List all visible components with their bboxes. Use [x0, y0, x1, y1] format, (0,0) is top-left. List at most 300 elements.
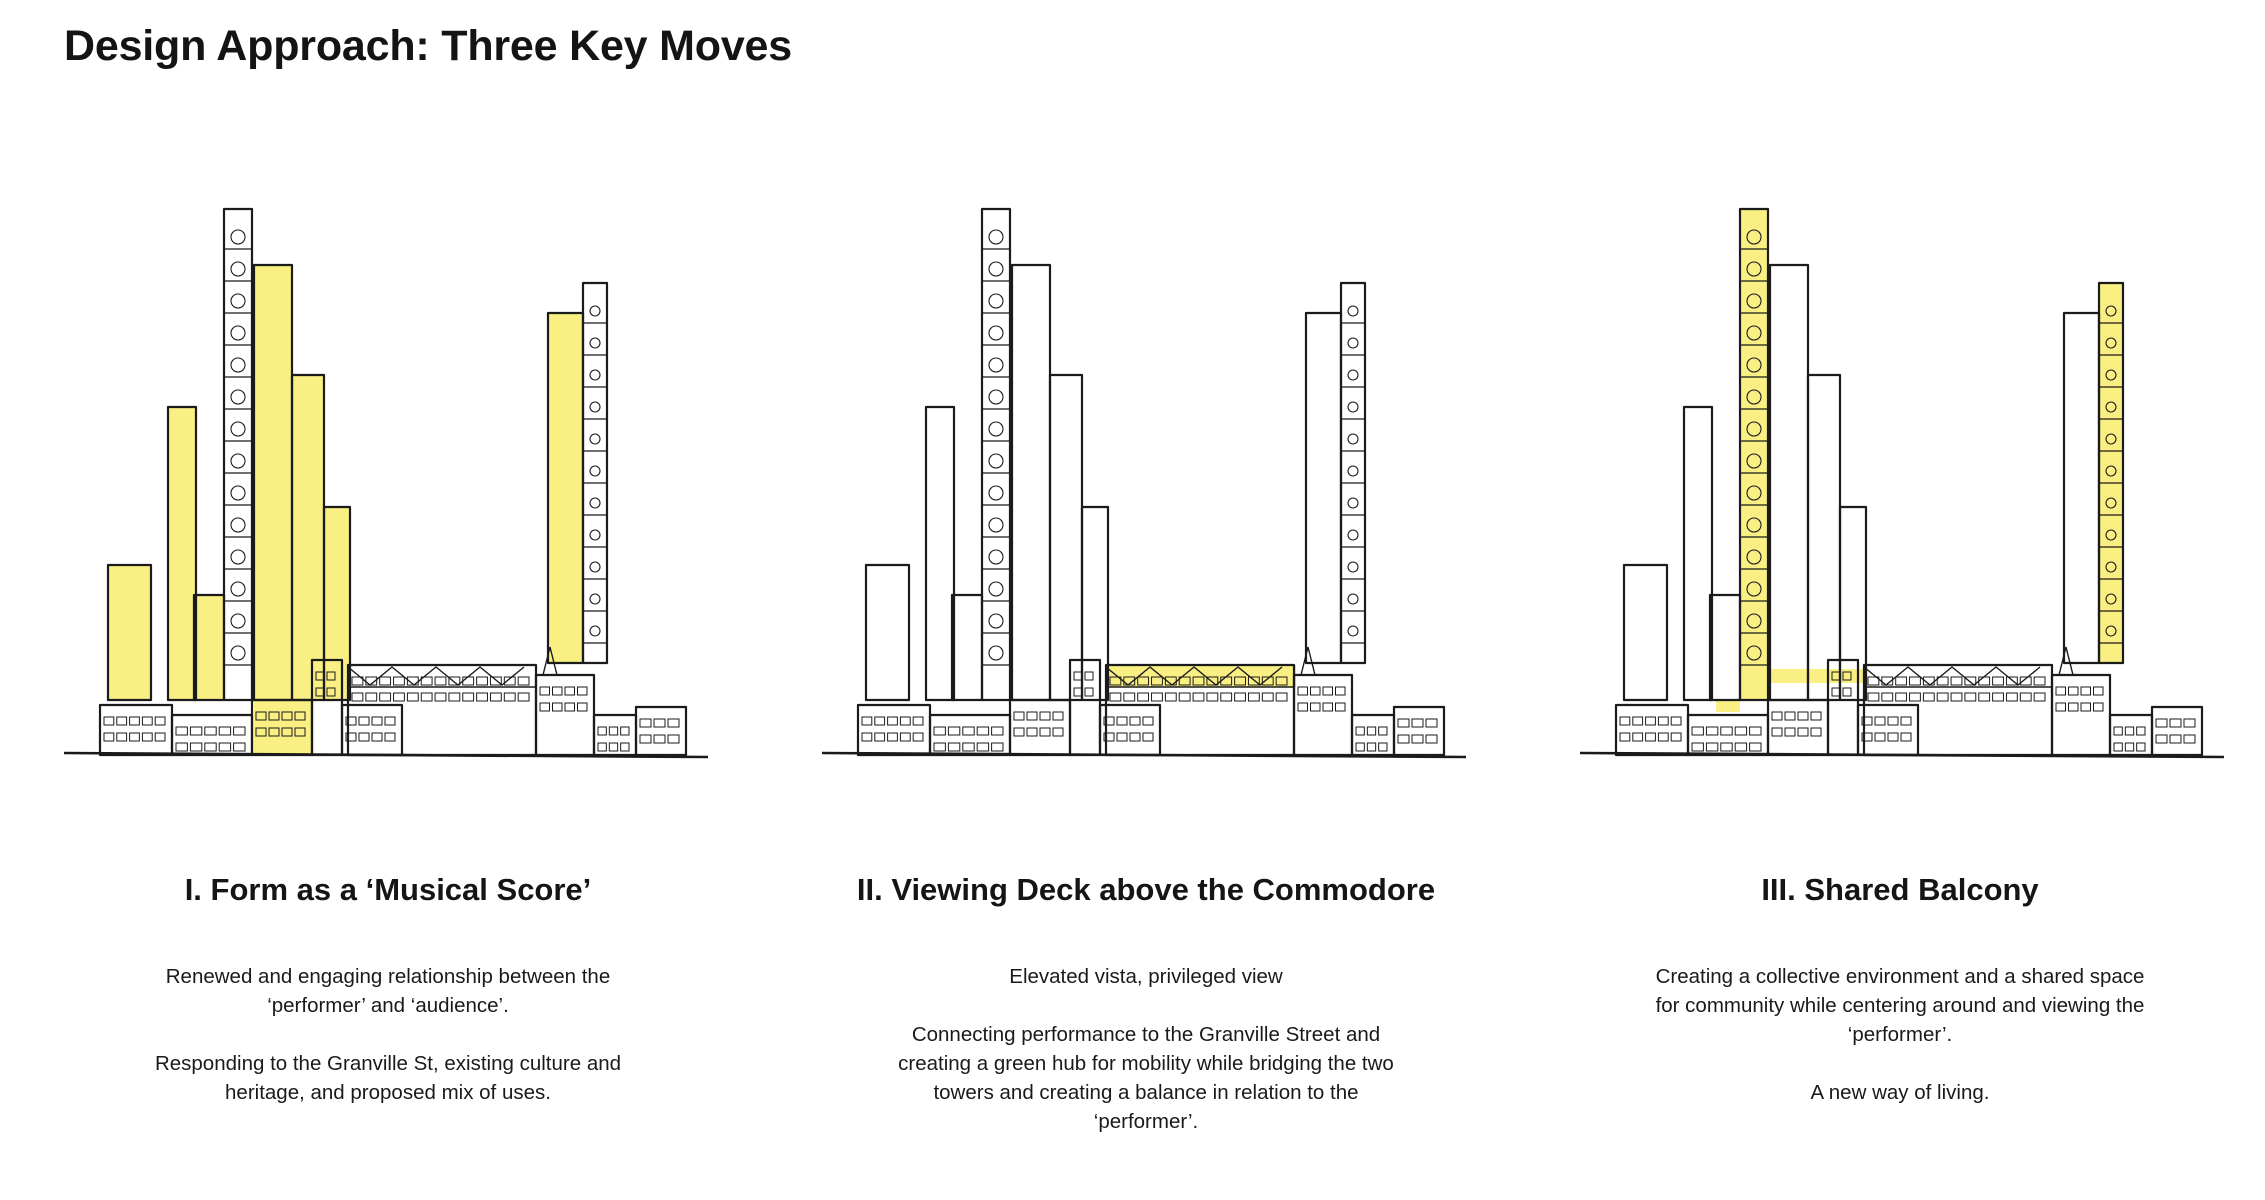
window [1143, 717, 1153, 725]
window [2156, 735, 2167, 743]
window [992, 727, 1003, 735]
window [1993, 677, 2004, 685]
window [654, 735, 665, 743]
window [2056, 703, 2066, 711]
window [1735, 743, 1746, 751]
window [2137, 743, 2145, 751]
tree-canopy [989, 230, 1003, 244]
move-2-paragraph: Connecting performance to the Granville Street and creating a green hub for mobility while bridging the two towers and creating a balance in relation to the ‘performer’. [898, 1023, 1394, 1133]
tower-slab [1710, 595, 1740, 700]
window [1692, 727, 1703, 735]
window [1901, 717, 1911, 725]
window [1412, 735, 1423, 743]
window [205, 743, 216, 751]
window [205, 727, 216, 735]
window [518, 677, 529, 685]
window [977, 743, 988, 751]
window [435, 677, 446, 685]
window [1910, 677, 1921, 685]
tree-canopy [989, 422, 1003, 436]
window [1040, 728, 1050, 736]
move-3-paragraph: A new way of living. [1810, 1081, 1990, 1104]
window [1951, 677, 1962, 685]
window [963, 743, 974, 751]
window [1633, 733, 1643, 741]
tree-canopy [1348, 498, 1358, 508]
tree-canopy [231, 262, 245, 276]
window [553, 687, 563, 695]
window [2170, 735, 2181, 743]
window [1785, 728, 1795, 736]
tree-canopy [590, 306, 600, 316]
window [1323, 687, 1333, 695]
podium-building [1394, 707, 1444, 755]
window [1671, 717, 1681, 725]
window [372, 733, 382, 741]
tree-canopy [590, 562, 600, 572]
move-1-paragraph: Renewed and engaging relationship between the ‘performer’ and ‘audience’. [165, 965, 611, 1017]
highlight-fill [194, 595, 224, 700]
window [1750, 743, 1761, 751]
window [1620, 717, 1630, 725]
window [421, 693, 432, 701]
window [1882, 693, 1893, 701]
window [463, 677, 474, 685]
window [477, 677, 488, 685]
move-2-description [896, 962, 1396, 1136]
window [640, 735, 651, 743]
window [1143, 733, 1153, 741]
window [359, 733, 369, 741]
tree-canopy [1348, 562, 1358, 572]
elevation-sketch-move-1 [60, 195, 720, 795]
window [1207, 693, 1218, 701]
window [668, 735, 679, 743]
window [1721, 743, 1732, 751]
window [2081, 687, 2091, 695]
window [1979, 693, 1990, 701]
window [130, 717, 140, 725]
window [1750, 727, 1761, 735]
window [2184, 735, 2195, 743]
window [117, 733, 127, 741]
window [1426, 719, 1437, 727]
window [1798, 728, 1808, 736]
window [2069, 703, 2079, 711]
window [888, 733, 898, 741]
window [2114, 727, 2122, 735]
window [155, 733, 165, 741]
window [380, 677, 391, 685]
window [1735, 727, 1746, 735]
window [1620, 733, 1630, 741]
spire [2059, 647, 2073, 675]
tree-canopy [231, 358, 245, 372]
window [1832, 688, 1840, 696]
window [385, 717, 395, 725]
window [1910, 693, 1921, 701]
window [155, 717, 165, 725]
window [1336, 687, 1346, 695]
window [875, 717, 885, 725]
window [366, 693, 377, 701]
window [1412, 719, 1423, 727]
tower-slab [1770, 265, 1808, 700]
highlight-fill [324, 507, 350, 700]
deck-truss [348, 667, 524, 685]
window [1124, 693, 1135, 701]
window [1311, 703, 1321, 711]
window [1785, 712, 1795, 720]
window [1646, 717, 1656, 725]
tower-slab [1306, 313, 1341, 663]
window [668, 719, 679, 727]
window [504, 693, 515, 701]
tree-canopy [231, 646, 245, 660]
tree-canopy [590, 530, 600, 540]
window [1896, 693, 1907, 701]
window [1706, 743, 1717, 751]
window [1027, 728, 1037, 736]
window [2020, 693, 2031, 701]
window [654, 719, 665, 727]
window [2170, 719, 2181, 727]
tree-canopy [231, 518, 245, 532]
window [1053, 728, 1063, 736]
window [219, 727, 230, 735]
tree-canopy [989, 614, 1003, 628]
window [540, 703, 550, 711]
window [352, 693, 363, 701]
move-3-description [1650, 962, 2150, 1107]
tree-canopy [989, 454, 1003, 468]
window [540, 687, 550, 695]
tower-slab [1012, 265, 1050, 700]
window [1074, 688, 1082, 696]
window [490, 693, 501, 701]
tree-canopy [989, 518, 1003, 532]
window [992, 743, 1003, 751]
podium-building [342, 705, 402, 755]
window [2034, 677, 2045, 685]
tree-canopy [989, 550, 1003, 564]
window [565, 687, 575, 695]
podium-building [858, 705, 930, 755]
tree-canopy [989, 358, 1003, 372]
highlight-fill [2099, 283, 2123, 663]
tree-canopy [590, 338, 600, 348]
window [1811, 728, 1821, 736]
window [359, 717, 369, 725]
window [1117, 733, 1127, 741]
window [117, 717, 127, 725]
tower-slab [2064, 313, 2099, 663]
highlight-fill [108, 565, 151, 700]
window [463, 693, 474, 701]
tower-slab [1808, 375, 1840, 700]
window [1398, 735, 1409, 743]
tree-canopy [231, 614, 245, 628]
window [1646, 733, 1656, 741]
window [1379, 727, 1387, 735]
window [875, 733, 885, 741]
tree-canopy [590, 466, 600, 476]
balcony-tower [1341, 283, 1365, 663]
window [234, 727, 245, 735]
window [234, 743, 245, 751]
window [1721, 727, 1732, 735]
window [553, 703, 563, 711]
window [1117, 717, 1127, 725]
podium-building [1858, 705, 1918, 755]
balcony-tower [583, 283, 607, 663]
window [1868, 693, 1879, 701]
podium-building [1100, 705, 1160, 755]
tree-canopy [989, 326, 1003, 340]
window [1138, 693, 1149, 701]
window [104, 733, 114, 741]
window [394, 677, 405, 685]
window [1923, 693, 1934, 701]
window [1311, 687, 1321, 695]
window [176, 743, 187, 751]
tree-canopy [590, 594, 600, 604]
window [1336, 703, 1346, 711]
window [1692, 743, 1703, 751]
window [1993, 693, 2004, 701]
window [1426, 735, 1437, 743]
window [2034, 693, 2045, 701]
window [598, 727, 606, 735]
window [913, 717, 923, 725]
move-1-heading: I. Form as a ‘Musical Score’ [184, 872, 592, 907]
window [1040, 712, 1050, 720]
window [1951, 693, 1962, 701]
window [1262, 693, 1273, 701]
window [190, 743, 201, 751]
window [449, 693, 460, 701]
window [1888, 733, 1898, 741]
highlight-fill [1768, 669, 1864, 683]
window [2114, 743, 2122, 751]
window [1085, 688, 1093, 696]
tree-canopy [1348, 306, 1358, 316]
window [2137, 727, 2145, 735]
tree-canopy [1348, 466, 1358, 476]
window [1298, 687, 1308, 695]
window [1074, 672, 1082, 680]
window [1658, 733, 1668, 741]
window [640, 719, 651, 727]
window [435, 693, 446, 701]
window [862, 717, 872, 725]
elevation-drawing [1576, 195, 2236, 795]
window [2006, 693, 2017, 701]
tree-canopy [989, 390, 1003, 404]
window [1130, 717, 1140, 725]
elevation-sketch-move-3 [1576, 195, 2236, 795]
highlight-fill [1716, 700, 1740, 712]
tree-canopy [590, 626, 600, 636]
window [190, 727, 201, 735]
window [1896, 677, 1907, 685]
tree-canopy [231, 454, 245, 468]
window [1633, 717, 1643, 725]
window [948, 727, 959, 735]
window [142, 717, 152, 725]
window [1014, 712, 1024, 720]
tree-canopy [1348, 370, 1358, 380]
window [1323, 703, 1333, 711]
window [2069, 687, 2079, 695]
tree-canopy [231, 486, 245, 500]
tree-canopy [1348, 594, 1358, 604]
podium-building [2152, 707, 2202, 755]
tree-canopy [590, 498, 600, 508]
window [1367, 743, 1375, 751]
window [1706, 727, 1717, 735]
window [1965, 693, 1976, 701]
tree-canopy [231, 326, 245, 340]
window [2094, 687, 2104, 695]
window [219, 743, 230, 751]
window [1179, 693, 1190, 701]
window [598, 743, 606, 751]
window [477, 693, 488, 701]
highlight-fill [548, 313, 583, 663]
window [578, 687, 588, 695]
move-2-paragraph: Elevated vista, privileged view [1009, 965, 1283, 988]
window [1772, 728, 1782, 736]
tower-slab [1082, 507, 1108, 700]
highlight-fill [254, 265, 292, 700]
tree-canopy [231, 230, 245, 244]
window [934, 727, 945, 735]
window [977, 727, 988, 735]
window [1027, 712, 1037, 720]
window [2125, 743, 2133, 751]
window [176, 727, 187, 735]
elevation-drawing [60, 195, 720, 795]
window [1356, 743, 1364, 751]
window [1085, 672, 1093, 680]
window [565, 703, 575, 711]
window [963, 727, 974, 735]
window [1110, 693, 1121, 701]
podium-building [100, 705, 172, 755]
tower-slab [866, 565, 909, 700]
deck-truss [1864, 667, 2040, 685]
window [394, 693, 405, 701]
tree-canopy [231, 582, 245, 596]
window [2056, 687, 2066, 695]
window [1053, 712, 1063, 720]
window [900, 717, 910, 725]
window [372, 717, 382, 725]
move-3-heading: III. Shared Balcony [1761, 872, 2039, 907]
tree-canopy [1348, 338, 1358, 348]
elevation-sketch-move-2 [818, 195, 1478, 795]
tree-canopy [989, 582, 1003, 596]
window [913, 733, 923, 741]
window [900, 733, 910, 741]
window [1356, 727, 1364, 735]
window [1379, 743, 1387, 751]
window [862, 733, 872, 741]
window [1165, 693, 1176, 701]
tree-canopy [989, 294, 1003, 308]
window [1843, 688, 1851, 696]
tree-canopy [1348, 434, 1358, 444]
window [1658, 717, 1668, 725]
window [1811, 712, 1821, 720]
window [130, 733, 140, 741]
window [407, 693, 418, 701]
tree-canopy [989, 486, 1003, 500]
window [1221, 693, 1232, 701]
move-1-paragraph: Responding to the Granville St, existing culture and heritage, and proposed mix of uses. [154, 1052, 622, 1104]
window [1014, 728, 1024, 736]
tree-canopy [989, 646, 1003, 660]
window [2081, 703, 2091, 711]
tree-canopy [989, 262, 1003, 276]
window [1152, 693, 1163, 701]
tree-canopy [590, 434, 600, 444]
window [1193, 693, 1204, 701]
window [609, 727, 617, 735]
window [609, 743, 617, 751]
tree-canopy [231, 550, 245, 564]
tree-canopy [231, 294, 245, 308]
tree-canopy [590, 370, 600, 380]
window [621, 727, 629, 735]
tree-canopy [1348, 626, 1358, 636]
tower-slab [1684, 407, 1712, 700]
window [2184, 719, 2195, 727]
window [1875, 733, 1885, 741]
window [1367, 727, 1375, 735]
tree-canopy [1348, 530, 1358, 540]
tree-canopy [231, 422, 245, 436]
window [621, 743, 629, 751]
window [2156, 719, 2167, 727]
window [1248, 693, 1259, 701]
window [1875, 717, 1885, 725]
highlight-fill [292, 375, 324, 700]
window [1398, 719, 1409, 727]
window [1979, 677, 1990, 685]
move-2-heading: II. Viewing Deck above the Commodore [856, 872, 1436, 907]
window [888, 717, 898, 725]
window [1772, 712, 1782, 720]
window [1937, 693, 1948, 701]
tower-slab [1624, 565, 1667, 700]
spire [1301, 647, 1315, 675]
window [1130, 733, 1140, 741]
tree-canopy [590, 402, 600, 412]
window [934, 743, 945, 751]
window [1901, 733, 1911, 741]
window [1298, 703, 1308, 711]
page-title: Design Approach: Three Key Moves [64, 22, 792, 70]
window [380, 693, 391, 701]
window [2125, 727, 2133, 735]
window [948, 743, 959, 751]
window [104, 717, 114, 725]
highlight-fill [168, 407, 196, 700]
window [142, 733, 152, 741]
window [578, 703, 588, 711]
